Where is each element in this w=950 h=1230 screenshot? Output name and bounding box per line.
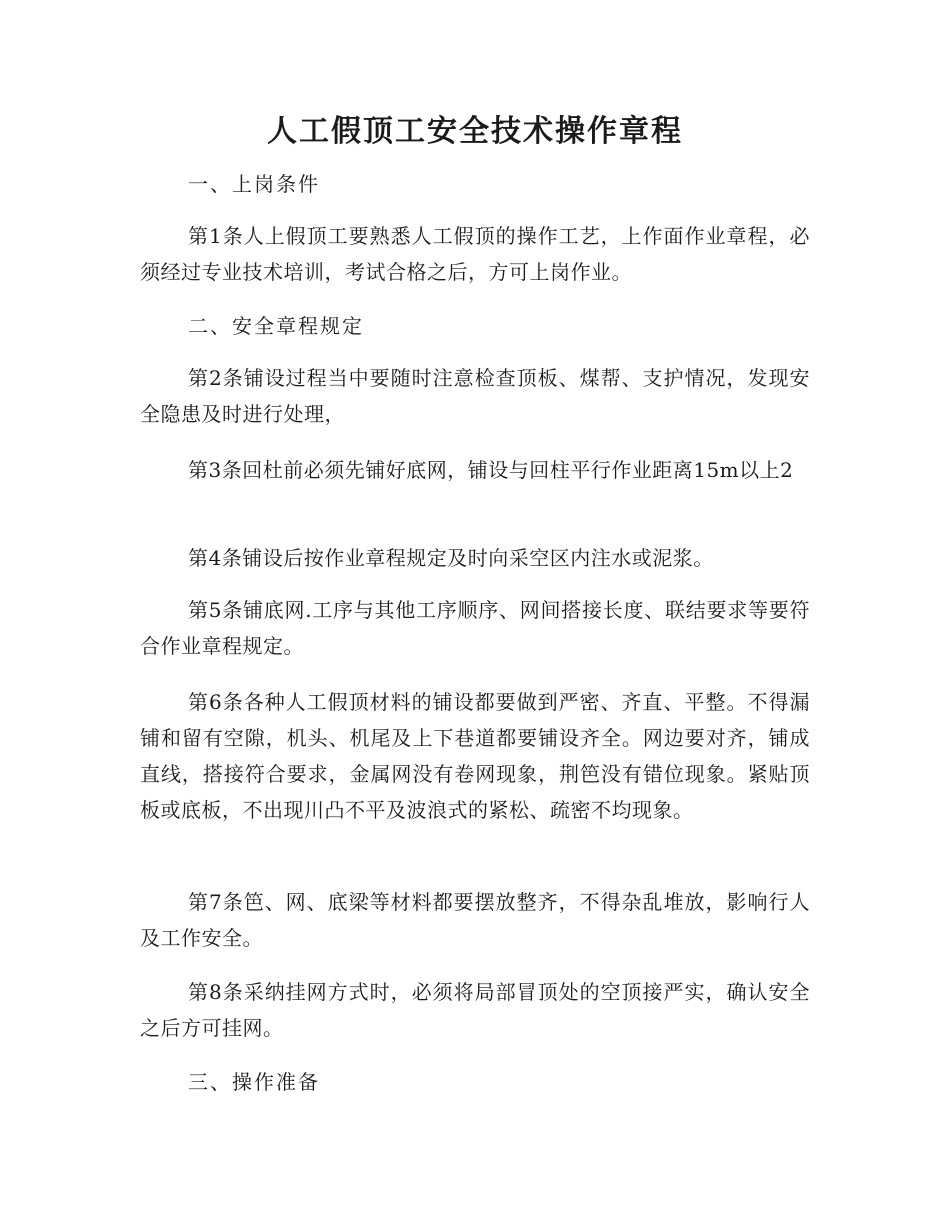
section-heading-1: 一、上岗条件 xyxy=(188,172,320,196)
section-heading-2: 二、安全章程规定 xyxy=(188,314,364,338)
section-heading-3: 三、操作准备 xyxy=(188,1070,320,1094)
paragraph-article-4: 第4条铺设后按作业章程规定及时向采空区内注水或泥浆。 xyxy=(188,546,714,570)
paragraph-article-2: 第2条铺设过程当中要随时注意检查顶板、煤帮、支护情况，发现安全隐患及时进行处理， xyxy=(140,366,810,426)
document-title: 人工假顶工安全技术操作章程 xyxy=(267,114,683,149)
paragraph-article-5: 第5条铺底网.工序与其他工序顺序、网间搭接长度、联结要求等要符合作业章程规定。 xyxy=(140,598,810,658)
paragraph-article-6: 第6条各种人工假顶材料的铺设都要做到严密、齐直、平整。不得漏铺和留有空隙，机头、机尾及上下巷道都要铺设齐全。网边要对齐，铺成直线，搭接符合要求，金属网没有卷网现象，荆笆没有错位现象。紧贴顶板或底板，不出现川凸不平及波浪式的紧松、疏密不均现象。 xyxy=(140,690,810,822)
paragraph-article-3: 第3条回杜前必须先铺好底网，铺设与回柱平行作业距离15m以上2 xyxy=(188,458,794,482)
paragraph-article-8: 第8条采纳挂网方式时，必须将局部冒顶处的空顶接严实，确认安全之后方可挂网。 xyxy=(140,980,810,1040)
paragraph-article-7: 第7条笆、网、底梁等材料都要摆放整齐，不得杂乱堆放，影响行人及工作安全。 xyxy=(140,890,810,950)
paragraph-article-1: 第1条人上假顶工要熟悉人工假顶的操作工艺，上作面作业章程，必须经过专业技术培训，考试合格之后，方可上岗作业。 xyxy=(140,224,810,284)
